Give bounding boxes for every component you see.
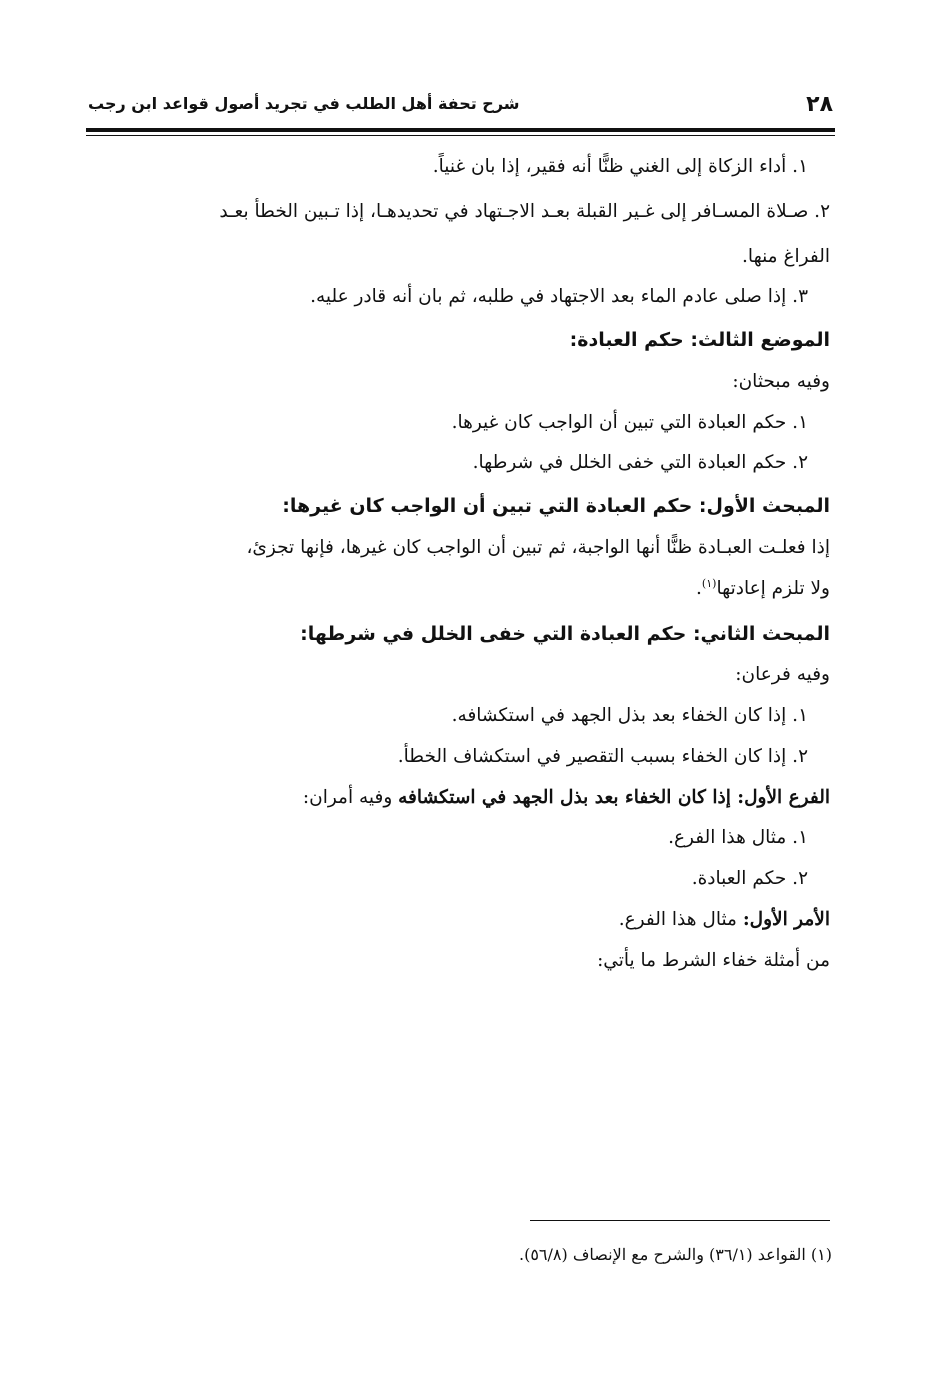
- page-header: [88, 88, 833, 122]
- list-item: ١. مثال هذا الفرع.: [668, 827, 808, 849]
- subsection-heading: المبحث الثاني: حكم العبادة التي خفى الخلل في شرطها:: [300, 622, 830, 645]
- paragraph: إذا فعلـت العبـادة ظنًّا أنها الواجبة، ثم تبين أن الواجب كان غيرها، فإنها تجزئ،: [246, 536, 830, 558]
- paragraph: [84, 907, 830, 934]
- running-title: شرح تحفة أهل الطلب في تجريد أصول قواعد ابن رجب: [88, 94, 520, 113]
- matter-heading: الأمر الأول:: [742, 908, 830, 930]
- section-heading: الموضع الثالث: حكم العبادة:: [569, 329, 830, 352]
- list-item: ١. أداء الزكاة إلى الغني ظنًّا أنه فقير، إذا بان غنياً.: [432, 156, 808, 177]
- header-rule-thin: [86, 135, 835, 136]
- branch-heading: الفرع الأول: إذا كان الخفاء بعد بذل الجهد في استكشافه: [398, 786, 830, 808]
- footnote-separator: [530, 1220, 830, 1221]
- list-item: ٢. صـلاة المسـافر إلى غـير القبلة بعـد الاجـتهاد في تحديدهـا، إذا تـبين الخطأ بعـد: [219, 200, 830, 222]
- footnote: (١) القواعد (٣٦/١) والشرح مع الإنصاف (٥٦/٨).: [519, 1245, 832, 1264]
- paragraph: من أمثلة خفاء الشرط ما يأتي:: [597, 949, 830, 971]
- paragraph-text: وفيه أمران:: [302, 786, 399, 808]
- list-item-continuation: الفراغ منها.: [742, 245, 830, 267]
- header-rule-thick: [86, 128, 835, 132]
- list-item: ١. إذا كان الخفاء بعد بذل الجهد في استكشافه.: [451, 704, 808, 726]
- paragraph-text: ولا تلزم إعادتها: [716, 577, 830, 599]
- paragraph: [84, 785, 830, 812]
- paragraph: وفيه فرعان:: [735, 664, 830, 686]
- footnote-reference: (١): [701, 576, 717, 590]
- paragraph-period: .: [696, 577, 702, 599]
- list-item: ٢. حكم العبادة.: [691, 868, 808, 890]
- paragraph: وفيه مبحثان:: [732, 370, 830, 392]
- list-item: ٣. إذا صلى عادم الماء بعد الاجتهاد في طلبه، ثم بان أنه قادر عليه.: [310, 286, 808, 308]
- paragraph-continuation: [84, 576, 830, 603]
- page-body: [84, 150, 830, 975]
- list-item: ١. حكم العبادة التي تبين أن الواجب كان غيرها.: [451, 411, 808, 433]
- page-number: ٢٨: [806, 92, 833, 117]
- paragraph-text: مثال هذا الفرع.: [618, 908, 743, 930]
- list-item: ٢. إذا كان الخفاء بسبب التقصير في استكشاف الخطأ.: [397, 745, 808, 767]
- subsection-heading: المبحث الأول: حكم العبادة التي تبين أن الواجب كان غيرها:: [282, 495, 830, 518]
- list-item: ٢. حكم العبادة التي خفى الخلل في شرطها.: [472, 452, 808, 474]
